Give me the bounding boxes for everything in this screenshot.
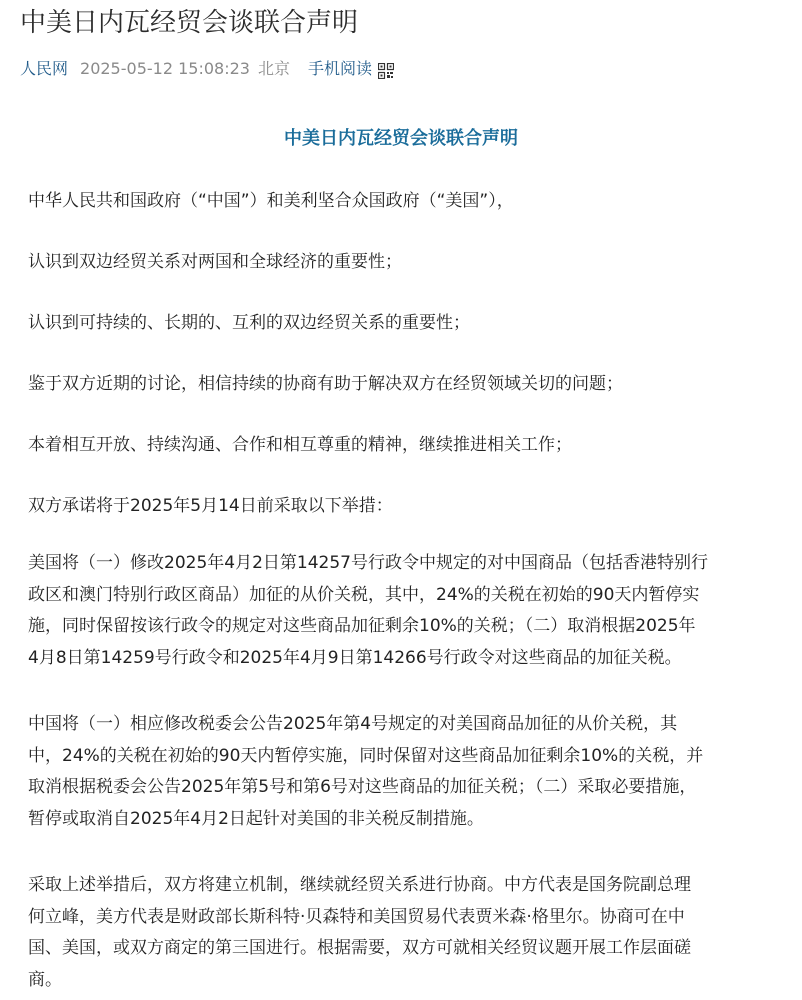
article-meta [20,56,394,82]
paragraph-preamble: 中华人民共和国政府（“中国”）和美利坚合众国政府（“美国”）， [28,191,514,211]
page-title: 中美日内瓦经贸会谈联合声明 [20,8,359,38]
paragraph-commitment: 双方承诺将于2025年5月14日前采取以下举措： [28,496,393,516]
paragraph-china-measures: 中国将（一）相应修改税委会公告2025年第4号规定的对美国商品加征的从价关税，其 中，24%的关税在初始的90天内暂停实施，同时保留对这些商品加征剩余10%的关税，并 取消根据税委会公告2025年第5号和第6号对这些商品的加征关税；（二）采取必要措施， 暂停或取消自2025年4月2日起针对美国的非关税反制措施。 [28,714,704,829]
publish-location: 北京 [257,59,290,78]
source-link[interactable]: 人民网 [20,59,69,78]
paragraph-mechanism: 采取上述举措后，双方将建立机制，继续就经贸关系进行协商。中方代表是国务院副总理 何立峰，美方代表是财政部长斯科特·贝森特和美国贸易代表贾米森·格里尔。协商可在中 国、美国，或双方商定的第三国进行。根据需要，双方可就相关经贸议题开展工作层面磋 商。 [28,875,691,990]
paragraph-recognize-sustainable: 认识到可持续的、长期的、互利的双边经贸关系的重要性； [28,313,470,333]
article-title: 中美日内瓦经贸会谈联合声明 [284,128,518,149]
paragraph-recent-discussions: 鉴于双方近期的讨论，相信持续的协商有助于解决双方在经贸领域关切的问题； [28,374,623,394]
paragraph-spirit: 本着相互开放、持续沟通、合作和相互尊重的精神，继续推进相关工作； [28,435,572,455]
paragraph-us-measures: 美国将（一）修改2025年4月2日第14257号行政令中规定的对中国商品（包括香港特别行 政区和澳门特别行政区商品）加征的从价关税，其中，24%的关税在初始的90天内暂停实 施，同时保留按该行政令的规定对这些商品加征剩余10%的关税；（二）取消根据2025年 4月8日第14259号行政令和2025年4月9日第14266号行政令对这些商品的加征关税。 [28,553,708,668]
mobile-read-link[interactable]: 手机阅读 [307,59,372,78]
publish-time: 2025-05-12 15:08:23 [80,59,250,78]
paragraph-recognize-importance: 认识到双边经贸关系对两国和全球经济的重要性； [28,252,402,272]
qr-code-icon[interactable] [378,61,394,77]
